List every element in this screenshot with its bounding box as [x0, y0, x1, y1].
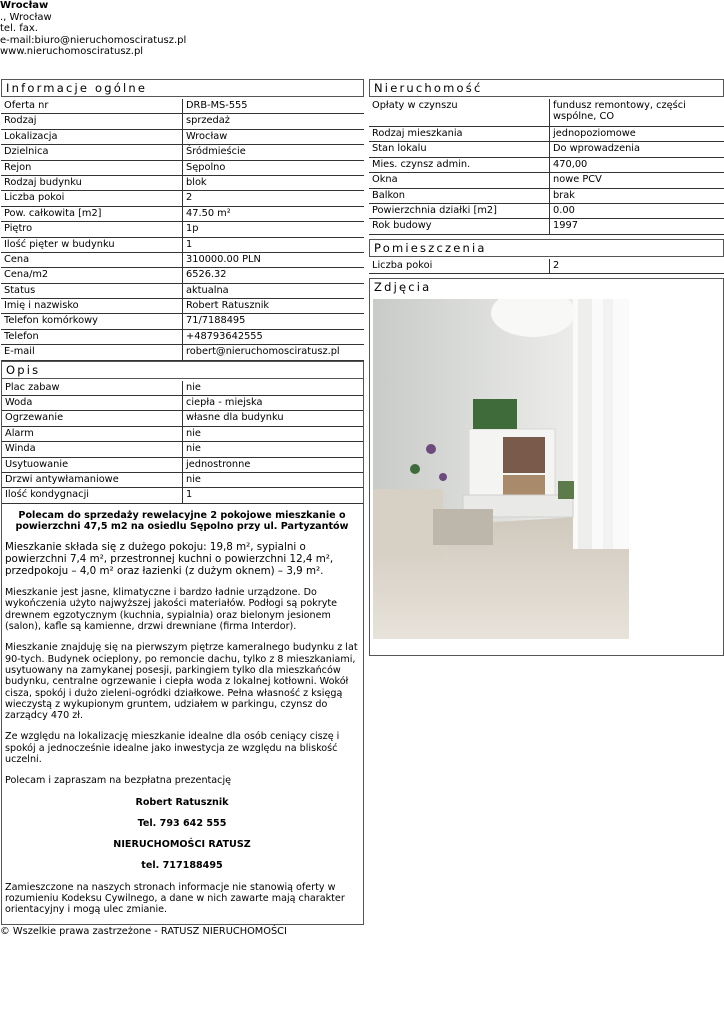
table-row	[1, 253, 364, 268]
table-row	[1, 176, 364, 191]
table-row	[1, 330, 364, 345]
table-row	[1, 238, 364, 253]
row-value: 0.00	[549, 204, 724, 219]
description-paragraph: Polecam i zapraszam na bezpłatna prezentację	[5, 775, 232, 787]
row-value: 310000.00 PLN	[182, 253, 364, 268]
table-row	[369, 219, 724, 234]
row-label: Alarm	[2, 427, 182, 442]
row-value: jednopoziomowe	[549, 127, 724, 142]
row-label: Mies. czynsz admin.	[369, 158, 549, 173]
table-row	[1, 299, 364, 314]
table-row	[2, 442, 363, 457]
agency-phone: tel. fax.	[0, 23, 38, 34]
description-paragraph: Mieszkanie jest jasne, klimatyczne i bardzo ładnie urządzone. Do wykończenia użyto najwyższej jakości materiałów. Podłogi są pokryte drewnem egzotycznym (kuchnia, sypialnia) oraz bielonym jesionem (salon), kafle są kamienne, drzwi drewniane (firma Interdor).	[5, 587, 338, 633]
table-row	[1, 222, 364, 237]
row-label: Cena	[1, 253, 182, 268]
agency-header	[0, 0, 186, 58]
description-text	[2, 504, 363, 924]
row-value: DRB-MS-555	[182, 99, 364, 114]
row-label: Stan lokalu	[369, 142, 549, 157]
description-box	[1, 361, 364, 925]
row-label: Liczba pokoi	[369, 259, 549, 274]
disclaimer: Zamieszczone na naszych stronach informacje nie stanowią oferty w rozumieniu Kodeksu Cywilnego, a dane w nich zawarte mają charakter orientacyjny i mogą ulec zmianie.	[5, 881, 345, 916]
property-table	[369, 99, 724, 235]
row-label: Status	[1, 284, 182, 299]
description-headline: Polecam do sprzedaży rewelacyjne 2 pokojowe mieszkanie o powierzchni 47,5 m2 na osiedlu Sępolno przy ul. Partyzantów	[15, 509, 349, 533]
row-value: nie	[182, 381, 363, 396]
row-label: Rok budowy	[369, 219, 549, 234]
table-row	[369, 204, 724, 219]
photos-box	[369, 278, 724, 656]
table-row	[1, 130, 364, 145]
row-value: Do wprowadzenia	[549, 142, 724, 157]
row-value: sprzedaż	[182, 114, 364, 129]
row-value: Robert Ratusznik	[182, 299, 364, 314]
row-value: 1	[182, 488, 363, 503]
row-label: Imię i nazwisko	[1, 299, 182, 314]
row-value: nie	[182, 442, 363, 457]
table-row	[2, 458, 363, 473]
table-row	[369, 189, 724, 204]
description-attributes-table	[2, 381, 363, 504]
table-row	[369, 173, 724, 188]
row-value: jednostronne	[182, 458, 363, 473]
row-value: nie	[182, 427, 363, 442]
row-value: nie	[182, 473, 363, 488]
row-value: brak	[549, 189, 724, 204]
table-row	[369, 99, 724, 127]
row-label: Drzwi antywłamaniowe	[2, 473, 182, 488]
company-phone: tel. 717188495	[141, 860, 223, 872]
row-value: 47.50 m²	[182, 207, 364, 222]
row-value: robert@nieruchomosciratusz.pl	[182, 345, 364, 360]
row-label: Rodzaj	[1, 114, 182, 129]
row-value: 1	[182, 238, 364, 253]
row-label: Opłaty w czynszu	[369, 99, 549, 127]
table-row	[2, 488, 363, 503]
row-label: Telefon komórkowy	[1, 314, 182, 329]
rooms-table	[369, 259, 724, 274]
row-label: Powierzchnia działki [m2]	[369, 204, 549, 219]
table-row	[2, 411, 363, 426]
table-row	[2, 473, 363, 488]
table-row	[1, 284, 364, 299]
table-row	[1, 191, 364, 206]
row-value: +48793642555	[182, 330, 364, 345]
row-value: Sępolno	[182, 161, 364, 176]
row-label: Lokalizacja	[1, 130, 182, 145]
contact-phone: Tel. 793 642 555	[137, 817, 227, 829]
table-row	[1, 268, 364, 283]
row-label: Liczba pokoi	[1, 191, 182, 206]
section-title-description: Opis	[2, 362, 363, 379]
row-value: własne dla budynku	[182, 411, 363, 426]
row-value: Wrocław	[182, 130, 364, 145]
row-label: Ilość pięter w budynku	[1, 238, 182, 253]
row-label: Balkon	[369, 189, 549, 204]
table-row	[1, 145, 364, 160]
row-value: fundusz remontowy, części wspólne, CO	[549, 99, 724, 127]
table-row	[369, 158, 724, 173]
section-title-photos: Zdjęcia	[370, 279, 723, 295]
table-row	[369, 259, 724, 274]
row-value: Śródmieście	[182, 145, 364, 160]
row-value: aktualna	[182, 284, 364, 299]
table-row	[2, 396, 363, 411]
row-label: Rodzaj mieszkania	[369, 127, 549, 142]
row-label: Oferta nr	[1, 99, 182, 114]
row-label: Pow. całkowita [m2]	[1, 207, 182, 222]
row-label: Dzielnica	[1, 145, 182, 160]
row-value: ciepła - miejska	[182, 396, 363, 411]
table-row	[2, 427, 363, 442]
section-title-general: Informacje ogólne	[1, 79, 364, 97]
description-paragraph: Mieszkanie znajduję się na pierwszym piętrze kameralnego budynku z lat 90-tych. Budynek ocieplony, po remoncie dachu, tylko z 8 mieszkaniami, usytuowany na zamykanej posesji, parkingiem tylko dla mieszkańców budynku, centralne ogrzewanie i ciepła woda z lokalnej kotłowni. Wokół cisza, spokój i dużo zieleni-ogródki działkowe. Pełna własność z księgą wieczystą z wykupionym gruntem, udziałem w parkingu, czynsz do zarządcy 470 zł.	[5, 642, 358, 722]
section-title-rooms: Pomieszczenia	[369, 239, 724, 257]
row-label: Woda	[2, 396, 182, 411]
row-label: Winda	[2, 442, 182, 457]
left-column	[1, 79, 364, 925]
table-row	[1, 114, 364, 129]
row-value: 71/7188495	[182, 314, 364, 329]
footer-copyright: © Wszelkie prawa zastrzeżone - RATUSZ NIERUCHOMOŚCI	[0, 926, 287, 937]
table-row	[369, 142, 724, 157]
apartment-photo[interactable]	[373, 299, 629, 639]
row-label: Ilość kondygnacji	[2, 488, 182, 503]
section-title-property: Nieruchomość	[369, 79, 724, 97]
row-label: Usytuowanie	[2, 458, 182, 473]
row-label: Piętro	[1, 222, 182, 237]
row-label: Cena/m2	[1, 268, 182, 283]
row-value: 6526.32	[182, 268, 364, 283]
row-value: 2	[182, 191, 364, 206]
table-row	[1, 314, 364, 329]
contact-name: Robert Ratusznik	[135, 796, 229, 808]
table-row	[1, 207, 364, 222]
row-label: Plac zabaw	[2, 381, 182, 396]
row-value: 1p	[182, 222, 364, 237]
description-paragraph: Ze względu na lokalizację mieszkanie idealne dla osób ceniący ciszę i spokój a jednocześnie idealne jako inwestycja ze względu na bliskość uczelni.	[5, 731, 340, 765]
row-label: Telefon	[1, 330, 182, 345]
table-row	[369, 127, 724, 142]
agency-website: www.nieruchomosciratusz.pl	[0, 46, 144, 57]
row-label: E-mail	[1, 345, 182, 360]
row-label: Ogrzewanie	[2, 411, 182, 426]
living-room-photo-icon	[373, 299, 629, 639]
table-row	[1, 99, 364, 114]
row-label: Okna	[369, 173, 549, 188]
description-paragraph: Mieszkanie składa się z dużego pokoju: 19,8 m², sypialni o powierzchni 7,4 m², przestronnej kuchni o powierzchni 12,4 m², przedpokoju – 4,0 m² oraz łazienki (z dużym oknem) – 3,9 m².	[5, 541, 334, 577]
right-column	[369, 79, 724, 656]
agency-city: Wrocław	[0, 0, 49, 11]
row-value: 470,00	[549, 158, 724, 173]
row-value: blok	[182, 176, 364, 191]
table-row	[2, 381, 363, 396]
row-value: nowe PCV	[549, 173, 724, 188]
agency-address: ., Wrocław	[0, 11, 52, 23]
company-name: NIERUCHOMOŚCI RATUSZ	[113, 839, 251, 851]
row-label: Rejon	[1, 161, 182, 176]
row-label: Rodzaj budynku	[1, 176, 182, 191]
table-row	[1, 345, 364, 360]
agency-email: e-mail:biuro@nieruchomosciratusz.pl	[0, 34, 187, 46]
general-info-table	[1, 99, 364, 361]
table-row	[1, 161, 364, 176]
row-value: 1997	[549, 219, 724, 234]
row-value: 2	[549, 259, 724, 274]
